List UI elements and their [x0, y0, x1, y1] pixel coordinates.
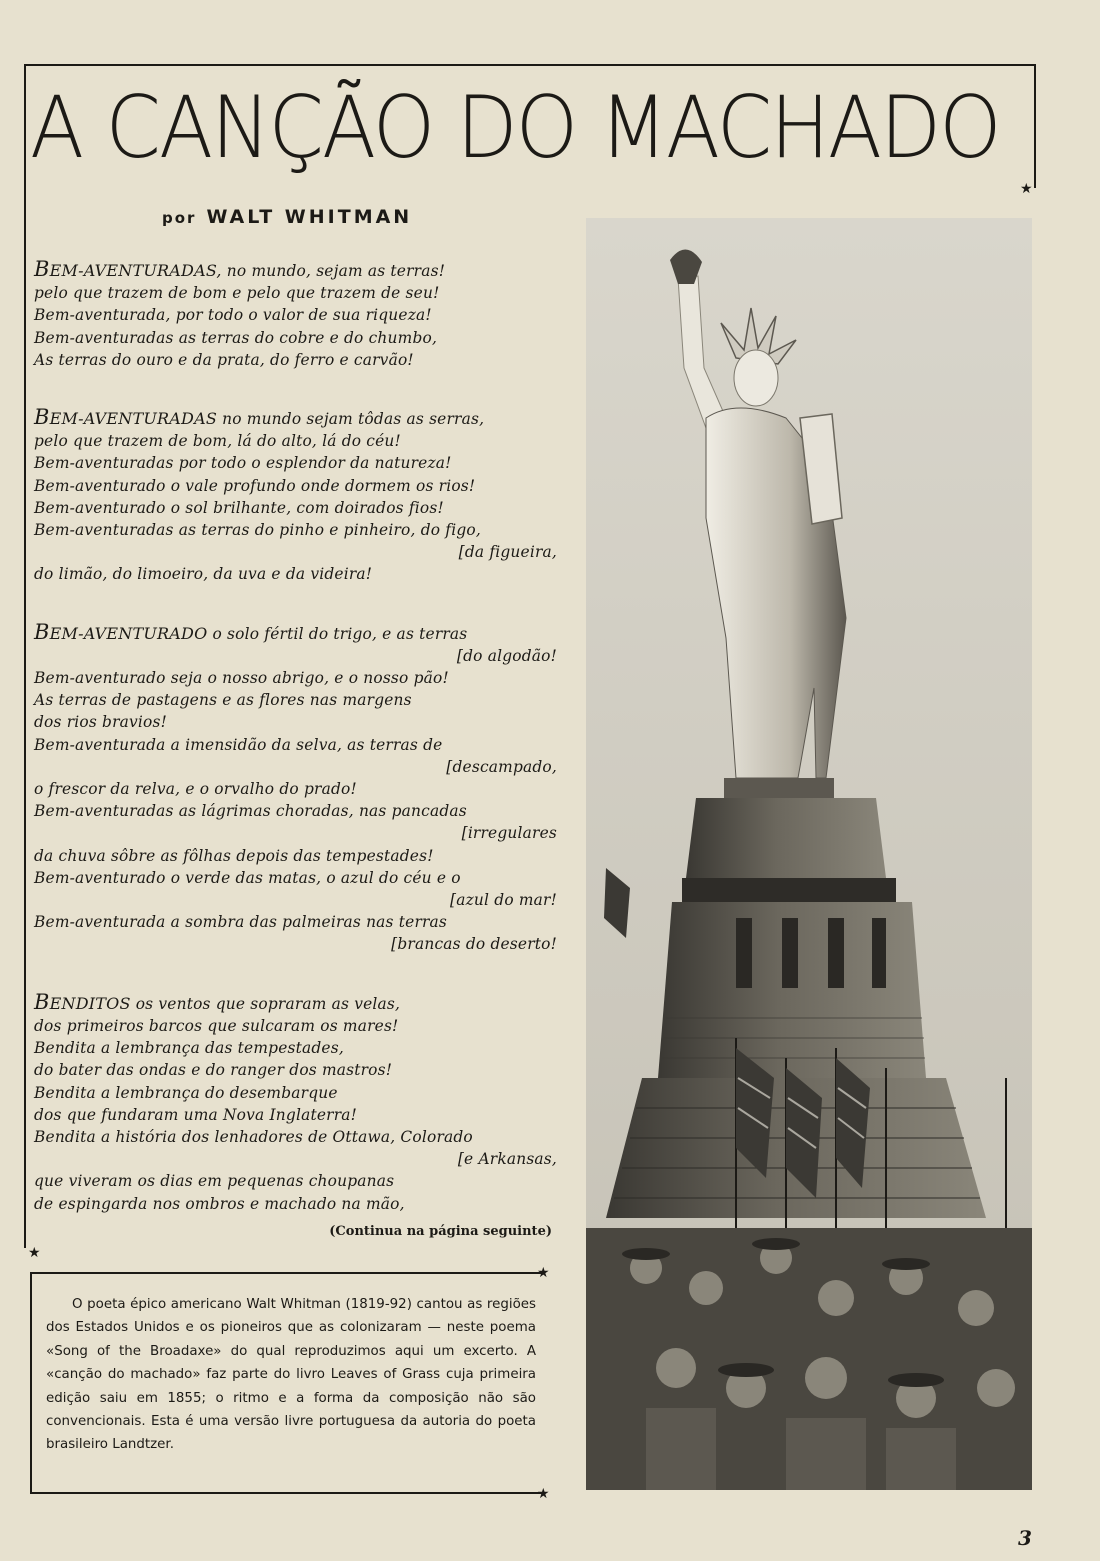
poem-line: do limão, do limoeiro, da uva e da videira!: [34, 565, 373, 584]
poem-line: Bem-aventuradas as lágrimas choradas, nas pancadas: [34, 802, 467, 821]
poem-line: Bem-aventurada, por todo o valor de sua riqueza!: [34, 306, 432, 325]
drop-cap: B: [34, 257, 50, 281]
poem-line: o frescor da relva, e o orvalho do prado!: [34, 780, 357, 799]
star-ornament: ★: [28, 1245, 41, 1261]
poem-line: [e Arkansas,: [457, 1150, 557, 1169]
statue-photo-illustration: [586, 218, 1032, 1490]
poem-stanza: [34, 406, 559, 586]
drop-cap: B: [34, 405, 50, 430]
top-frame-rule: [24, 64, 1036, 66]
poem-line: [34, 406, 559, 430]
poem-line: Bendita a história dos lenhadores de Ottawa, Colorado: [34, 1127, 473, 1146]
poem-line: Bem-aventuradas as terras do pinho e pinheiro, do figo,: [34, 521, 481, 540]
poem: [34, 258, 559, 1250]
star-ornament: ★: [1020, 181, 1033, 197]
poem-line: Bem-aventurada a imensidão da selva, as terras de: [34, 735, 443, 754]
poem-stanza: [34, 991, 559, 1215]
poem-line: Bendita a lembrança do desembarque: [34, 1083, 338, 1102]
poem-line: de espingarda nos ombros e machado na mão,: [34, 1194, 405, 1213]
poem-line: pelo que trazem de bom, lá do alto, lá do céu!: [34, 432, 401, 451]
poem-line: [do algodão!: [456, 646, 557, 665]
statue-of-liberty-photo: [586, 218, 1032, 1490]
poem-line: Bem-aventuradas as terras do cobre e do chumbo,: [34, 328, 438, 347]
poem-stanza: [34, 258, 559, 371]
poem-line: As terras de pastagens e as flores nas margens: [34, 691, 412, 710]
poem-line-text: no mundo sejam tôdas as serras,: [217, 410, 485, 429]
poem-line: Bendita a lembrança das tempestades,: [34, 1039, 344, 1058]
byline: [162, 206, 412, 228]
poem-line: dos que fundaram uma Nova Inglaterra!: [34, 1105, 358, 1124]
stanza-opening-word: EM-AVENTURADAS,: [49, 261, 222, 280]
page-number: 3: [1018, 1526, 1032, 1550]
poem-line: Bem-aventurada a sombra das palmeiras nas terras: [34, 913, 448, 932]
note-top-rule: [30, 1272, 542, 1274]
star-ornament: ★: [537, 1265, 550, 1281]
note-bottom-rule: [30, 1492, 542, 1494]
poem-line: pelo que trazem de bom e pelo que trazem de seu!: [34, 284, 440, 303]
poem-line: As terras do ouro e da prata, do ferro e carvão!: [34, 350, 414, 369]
poem-line: [34, 991, 559, 1015]
stanza-opening-word: EM-AVENTURADO: [49, 623, 208, 643]
note-left-rule: [30, 1272, 32, 1494]
intro-note: O poeta épico americano Walt Whitman (1819-92) cantou as regiões dos Estados Unidos e os pioneiros que as colonizaram — neste poema «Song of the Broadaxe» do qual reproduzimos aqui um excerto. A «canção do machado» faz parte do livro Leaves of Grass cuja primeira edição saiu em 1855; o ritmo e a forma da composição não são convencionais. Esta é uma versão livre portuguesa da autoria do poeta brasileiro Landtzer.: [46, 1297, 536, 1453]
poem-line-text: os ventos que sopraram as velas,: [130, 994, 401, 1013]
left-frame-rule: [24, 64, 26, 1248]
byline-prefix: por: [162, 209, 197, 227]
poem-line: dos rios bravios!: [34, 713, 167, 732]
drop-cap: B: [34, 989, 50, 1014]
byline-author: WALT WHITMAN: [206, 206, 413, 228]
poem-line: [brancas do deserto!: [391, 935, 557, 954]
poem-line: [descampado,: [446, 757, 557, 776]
poem-line-text: no mundo, sejam as terras!: [221, 262, 446, 280]
drop-cap: B: [34, 619, 50, 644]
poem-line: Bem-aventuradas por todo o esplendor da natureza!: [34, 454, 452, 473]
poem-line: dos primeiros barcos que sulcaram os mares!: [34, 1016, 399, 1035]
poem-line: [34, 621, 559, 645]
poem-line-text: o solo fértil do trigo, e as terras: [207, 624, 468, 643]
star-ornament: ★: [537, 1486, 550, 1502]
poem-line: [da figueira,: [458, 543, 557, 562]
page-title: A CANÇÃO DO MACHADO: [30, 78, 1000, 178]
poem-line: Bem-aventurado o vale profundo onde dormem os rios!: [34, 476, 476, 495]
poem-line: da chuva sôbre as fôlhas depois das tempestades!: [34, 846, 434, 865]
poem-line: [irregulares: [461, 824, 557, 843]
stanza-opening-word: EM-AVENTURADAS: [49, 409, 218, 429]
poem-line: [34, 258, 559, 282]
poem-line: [azul do mar!: [450, 891, 557, 910]
right-frame-rule: [1034, 64, 1036, 188]
poem-line: Bem-aventurado seja o nosso abrigo, e o nosso pão!: [34, 669, 449, 688]
poem-line: Bem-aventurado o verde das matas, o azul do céu e o: [34, 868, 461, 887]
poem-stanza: [34, 621, 559, 956]
continue-note: (Continua na página seguinte): [329, 1224, 552, 1239]
poem-line: Bem-aventurado o sol brilhante, com doirados fios!: [34, 498, 444, 517]
stanza-opening-word: ENDITOS: [49, 993, 131, 1013]
poem-line: do bater das ondas e do ranger dos mastros!: [34, 1061, 393, 1080]
poem-line: que viveram os dias em pequenas choupanas: [34, 1172, 395, 1191]
